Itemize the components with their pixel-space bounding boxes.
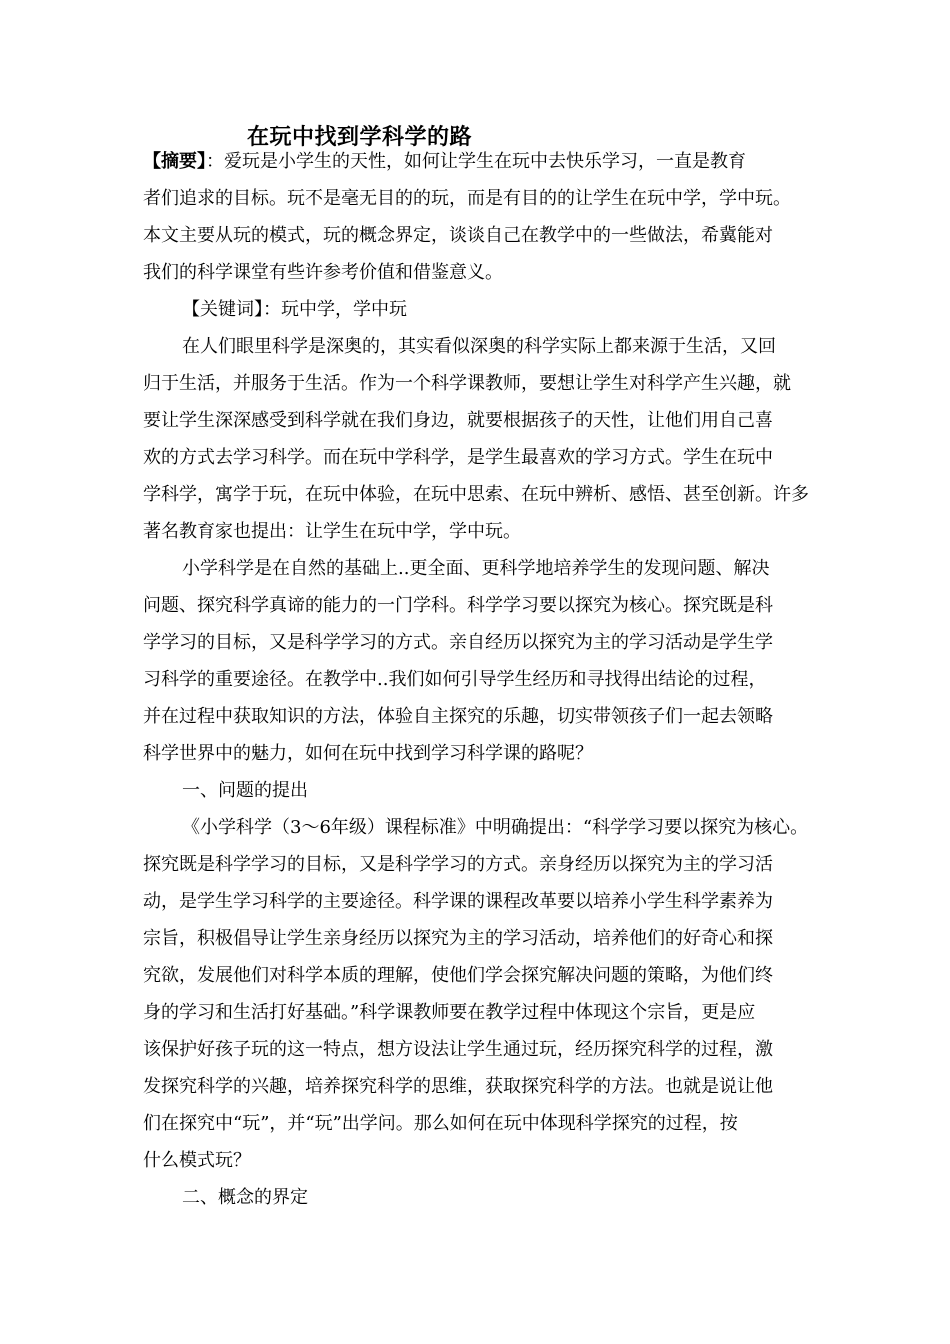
paragraph-line: 问题、探究科学真谛的能力的一门学科。科学学习要以探究为核心。探究既是科 [143,595,773,616]
paragraph-line: 什么模式玩？ [143,1150,251,1171]
abstract-label: 【摘要】 [143,151,206,172]
paragraph-line: 宗旨，积极倡导让学生亲身经历以探究为主的学习活动，培养他们的好奇心和探 [143,928,773,949]
abstract-line: 我们的科学课堂有些许参考价值和借鉴意义。 [143,262,503,283]
keywords-line: 【关键词】：玩中学，学中玩 [182,299,407,320]
abstract-text: ：爱玩是小学生的天性，如何让学生在玩中去快乐学习，一直是教育 [206,151,746,172]
paragraph-line: 探究既是科学学习的目标，又是科学学习的方式。亲身经历以探究为主的学习活 [143,854,773,875]
paragraph-line: 《小学科学（3～6年级）课程标准》中明确提出：“科学学习要以探究为核心。 [182,817,809,838]
paragraph-line: 究欲，发展他们对科学本质的理解，使他们学会探究解决问题的策略，为他们终 [143,965,773,986]
paragraph-line: 要让学生深深感受到科学就在我们身边，就要根据孩子的天性，让他们用自己喜 [143,410,773,431]
paragraph-line: 著名教育家也提出：让学生在玩中学，学中玩。 [143,521,521,542]
paragraph-line: 学科学，寓学于玩，在玩中体验，在玩中思索、在玩中辨析、感悟、甚至创新。许多 [143,484,809,505]
paragraph-line: 欢的方式去学习科学。而在玩中学科学，是学生最喜欢的学习方式。学生在玩中 [143,447,773,468]
paragraph-line: 在人们眼里科学是深奥的，其实看似深奥的科学实际上都来源于生活，又回 [182,336,776,357]
document-title: 在玩中找到学科学的路 [247,124,473,150]
paragraph-line: 发探究科学的兴趣，培养探究科学的思维，获取探究科学的方法。也就是说让他 [143,1076,773,1097]
paragraph-line: 归于生活，并服务于生活。作为一个科学课教师，要想让学生对科学产生兴趣，就 [143,373,791,394]
paragraph-line: 学学习的目标，又是科学学习的方式。亲自经历以探究为主的学习活动是学生学 [143,632,773,653]
paragraph-line: 习科学的重要途径。在教学中..我们如何引导学生经历和寻找得出结论的过程， [143,669,767,690]
abstract-line: 者们追求的目标。玩不是毫无目的的玩，而是有目的的让学生在玩中学，学中玩。 [143,188,791,209]
section-heading: 二、概念的界定 [182,1187,308,1208]
paragraph-line: 们在探究中“玩”，并“玩”出学问。那么如何在玩中体现科学探究的过程，按 [143,1113,738,1134]
paragraph-line: 小学科学是在自然的基础上..更全面、更科学地培养学生的发现问题、解决 [182,558,770,579]
paragraph-line: 身的学习和生活打好基础。”科学课教师要在教学过程中体现这个宗旨，更是应 [143,1002,756,1023]
abstract-line [143,147,746,177]
paragraph-line: 该保护好孩子玩的这一特点，想方设法让学生通过玩，经历探究科学的过程，激 [143,1039,773,1060]
abstract-line: 本文主要从玩的模式，玩的概念界定，谈谈自己在教学中的一些做法，希冀能对 [143,225,773,246]
paragraph-line: 科学世界中的魅力，如何在玩中找到学习科学课的路呢？ [143,743,593,764]
paragraph-line: 并在过程中获取知识的方法，体验自主探究的乐趣，切实带领孩子们一起去领略 [143,706,773,727]
section-heading: 一、问题的提出 [182,780,308,801]
paragraph-line: 动，是学生学习科学的主要途径。科学课的课程改革要以培养小学生科学素养为 [143,891,773,912]
